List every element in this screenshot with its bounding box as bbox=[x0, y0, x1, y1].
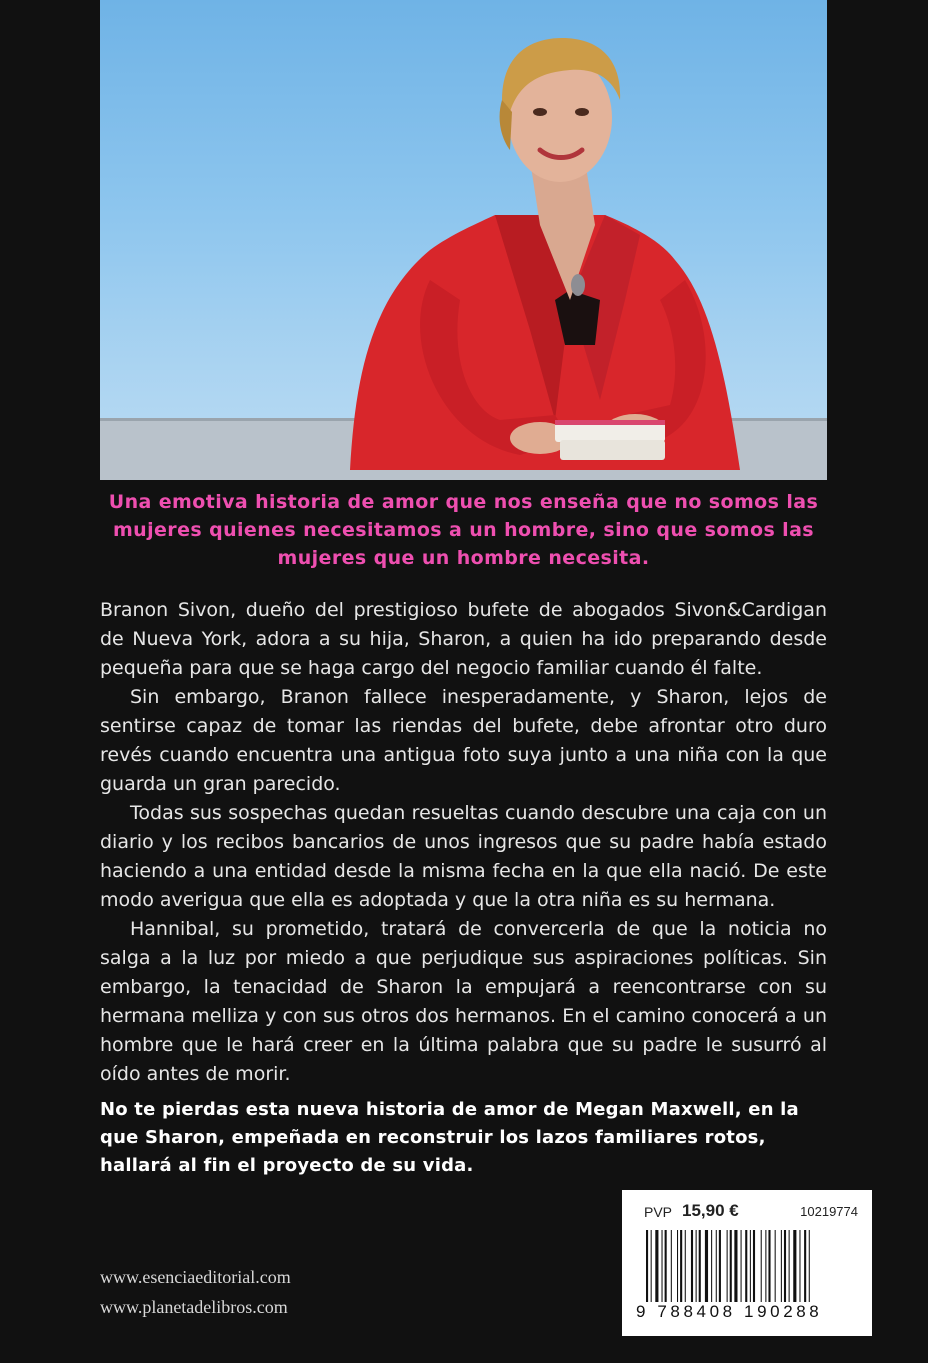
closing-blurb: No te pierdas esta nueva historia de amor de Megan Maxwell, en la que Sharon, empeñada en reconstruir los lazos familiares rotos, hallará al fin el proyecto de su vida. bbox=[100, 1099, 799, 1176]
synopsis-paragraph: Sin embargo, Branon fallece inesperadamente, y Sharon, lejos de sentirse capaz de tomar las riendas del bufete, debe afrontar otro duro revés cuando encuentra una antigua foto suya junto a una niña con la que guarda un gran parecido. bbox=[100, 686, 827, 795]
author-photo bbox=[100, 0, 827, 480]
website-link[interactable]: www.esenciaeditorial.com bbox=[100, 1267, 291, 1287]
synopsis-paragraph: Todas sus sospechas quedan resueltas cuando descubre una caja con un diario y los recibos bancarios de unos ingresos que su padre había estado haciendo a una entidad desde la misma fecha en la que ella nació. De este modo averigua que ella es adoptada y que la otra niña es su hermana. bbox=[100, 802, 827, 911]
synopsis-paragraph: Branon Sivon, dueño del prestigioso bufete de abogados Sivon&Cardigan de Nueva York, adora a su hija, Sharon, a quien ha ido preparando desde pequeña para que se haga cargo del negocio familiar cuando él falte. bbox=[100, 599, 827, 679]
price-row bbox=[644, 1200, 864, 1224]
publisher-websites bbox=[100, 1262, 291, 1322]
isbn-digits: 9 788408 190288 bbox=[636, 1302, 823, 1321]
website-link[interactable]: www.planetadelibros.com bbox=[100, 1297, 288, 1317]
pvp-label: PVP bbox=[644, 1204, 673, 1220]
barcode-icon bbox=[646, 1230, 860, 1302]
product-code: 10219774 bbox=[800, 1204, 858, 1219]
synopsis bbox=[100, 596, 827, 1089]
tagline: Una emotiva historia de amor que nos enseña que no somos las mujeres quienes necesitamos a un hombre, sino que somos las mujeres que un hombre necesita. bbox=[108, 491, 819, 569]
price: 15,90 € bbox=[682, 1201, 739, 1220]
synopsis-paragraph: Hannibal, su prometido, tratará de convercerla de que la noticia no salga a la luz por miedo a que perjudique sus aspiraciones políticas. Sin embargo, la tenacidad de Sharon la empujará a reencontrarse con su hermana melliza y con sus otros dos hermanos. En el camino conocerá a un hombre que le hará creer en la última palabra que su padre le susurró al oído antes de morir. bbox=[100, 918, 827, 1085]
barcode-box bbox=[622, 1190, 872, 1336]
